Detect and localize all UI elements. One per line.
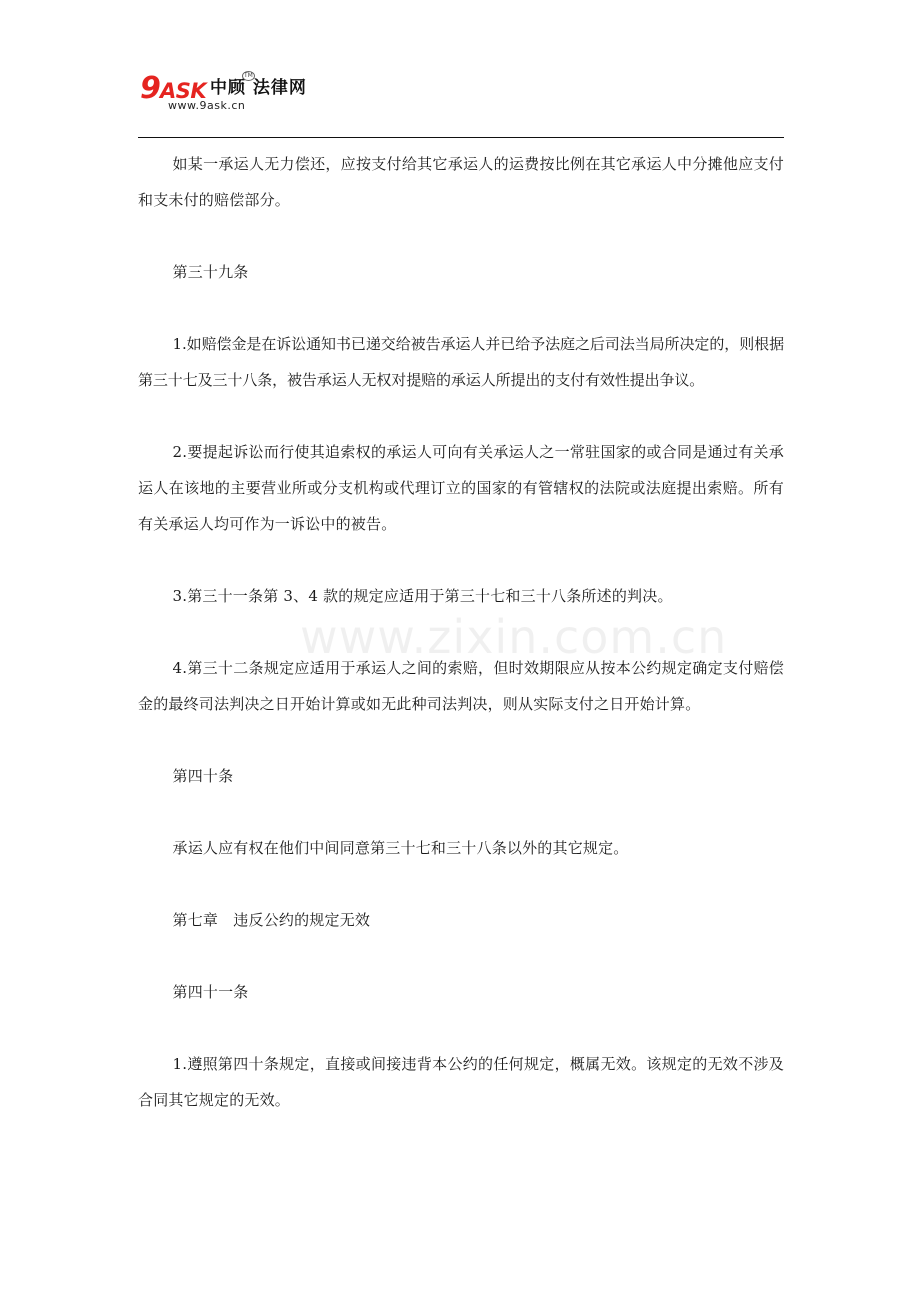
paragraph-apportion-liability: 如某一承运人无力偿还，应按支付给其它承运人的运费按比例在其它承运人中分摊他应支付和支未付的赔偿部分。 bbox=[138, 155, 784, 209]
logo-site-name: 中顾 法律网 bbox=[210, 78, 307, 98]
logo-url: www.9ask.cn bbox=[168, 99, 246, 112]
paragraph-39-3: 3.第三十一条第 3、4 款的规定应适用于第三十七和三十八条所述的判决。 bbox=[172, 587, 673, 605]
article-heading-41: 第四十一条 bbox=[172, 983, 249, 1001]
site-watermark: www.zixin.com.cn bbox=[300, 610, 728, 664]
document-body bbox=[138, 146, 784, 1154]
article-heading-39: 第三十九条 bbox=[172, 263, 249, 281]
paragraph-40: 承运人应有权在他们中间同意第三十七和三十八条以外的其它规定。 bbox=[172, 839, 629, 857]
logo-ask: ASK bbox=[160, 79, 207, 103]
logo-nine: 9 bbox=[140, 71, 161, 106]
header-divider bbox=[138, 137, 784, 138]
article-heading-40: 第四十条 bbox=[172, 767, 234, 785]
trademark-mark: TM bbox=[244, 72, 253, 79]
chapter-heading-7: 第七章 违反公约的规定无效 bbox=[172, 911, 371, 929]
9ask-logo[interactable] bbox=[138, 72, 318, 112]
paragraph-41-1: 1.遵照第四十条规定，直接或间接违背本公约的任何规定，概属无效。该规定的无效不涉及合同其它规定的无效。 bbox=[138, 1055, 784, 1109]
paragraph-39-1: 1.如赔偿金是在诉讼通知书已递交给被告承运人并已给予法庭之后司法当局所决定的，则根据第三十七及三十八条，被告承运人无权对提赔的承运人所提出的支付有效性提出争议。 bbox=[138, 335, 784, 389]
paragraph-39-2: 2.要提起诉讼而行使其追索权的承运人可向有关承运人之一常驻国家的或合同是通过有关承运人在该地的主要营业所或分支机构或代理订立的国家的有管辖权的法院或法庭提出索赔。所有有关承运人均可作为一诉讼中的被告。 bbox=[138, 443, 784, 533]
paragraph-39-4: 4.第三十二条规定应适用于承运人之间的索赔，但时效期限应从按本公约规定确定支付赔偿金的最终司法判决之日开始计算或如无此种司法判决，则从实际支付之日开始计算。 bbox=[138, 659, 784, 713]
page-header bbox=[138, 72, 784, 138]
